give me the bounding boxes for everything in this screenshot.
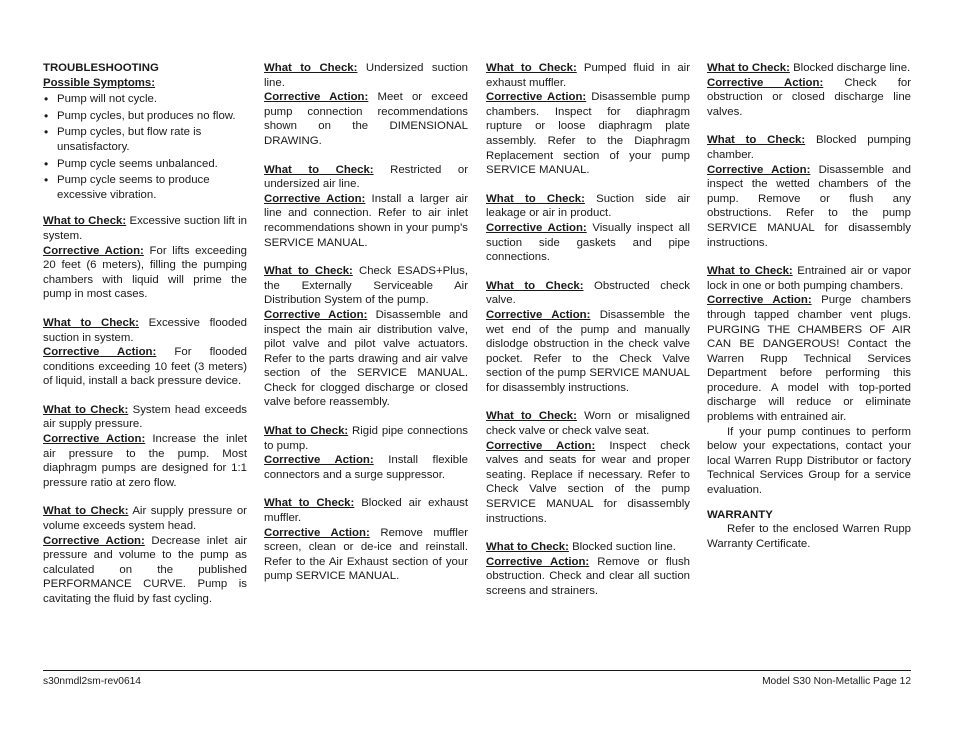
what-to-check-label: What to Check: [43,215,127,228]
symptom-item: • Pump cycles, but produces no flow. [43,109,247,124]
what-to-check-label: What to Check: [486,192,585,205]
corrective-action-label: Corrective Action: [264,192,366,205]
corrective-action-label: Corrective Action: [486,221,587,234]
troubleshooting-entry [43,316,247,389]
column-1 [43,61,247,607]
symptom-list [43,92,247,202]
what-to-check-text: Blocked suction line. [572,541,676,554]
corrective-action-text: Check for obstruction or closed discharge line valves. [707,76,911,118]
troubleshooting-heading: TROUBLESHOOTING [43,62,159,74]
corrective-action-text: Increase the inlet air pressure to the pump. Most diaphragm pumps are designed for 1:1 pressure ratio at zero flow. [43,433,247,489]
troubleshooting-entry [264,264,468,410]
corrective-action-label: Corrective Action: [264,91,369,104]
troubleshooting-entry [486,61,690,178]
corrective-action-text: Install flexible connectors and a surge suppressor. [264,454,468,481]
what-to-check-label: What to Check: [43,316,139,329]
warranty-heading: WARRANTY [707,508,773,521]
what-to-check-text: Excessive suction lift in system. [43,215,247,242]
what-to-check-label: What to Check: [707,62,790,74]
corrective-action-text: Meet or exceed pump connection recommendations shown on the DIMENSIONAL DRAWING. [264,91,468,147]
troubleshooting-entry [707,61,911,119]
corrective-action-text: Decrease inlet air pressure and volume to the pump as calculated on the published PERFORMANCE CURVE. Pump is cavitating the fluid by fast cycling. [43,534,247,605]
what-to-check-text: Suction side air leakage or air in product. [486,192,690,220]
corrective-action-text: Disassemble and inspect the wetted chambers of the pump. Remove or flush any obstructions. Refer to the pump SERVICE MANUAL for disassembly instructions. [707,163,911,249]
symptom-item: • Pump cycle seems to produce excessive vibration. [43,173,247,202]
what-to-check-label: What to Check: [264,163,374,176]
what-to-check-text: Blocked discharge line. [793,62,911,74]
column-2 [264,61,468,584]
what-to-check-text: Air supply pressure or volume exceeds system head. [43,505,247,533]
corrective-action-text: For lifts exceeding 20 feet (6 meters), filling the pumping chambers with liquid will prime the pump in most cases. [43,244,247,301]
what-to-check-text: Blocked pumping chamber. [707,134,911,161]
corrective-action-label: Corrective Action: [486,91,587,104]
what-to-check-text: Undersized suction line. [264,62,469,89]
closing-paragraph: If your pump continues to perform below your expectations, contact your local Warren Rupp Distributor or factory Technical Services Group for a service evaluation. [707,425,911,497]
column-3 [486,61,690,599]
corrective-action-label: Corrective Action: [486,555,590,568]
troubleshooting-entry [486,409,690,526]
what-to-check-label: What to Check: [264,62,358,74]
corrective-action-label: Corrective Action: [43,346,157,359]
what-to-check-label: What to Check: [486,62,577,74]
troubleshooting-entry [707,264,911,498]
what-to-check-label: What to Check: [486,410,577,423]
what-to-check-text: System head exceeds air supply pressure. [43,403,248,431]
corrective-action-label: Corrective Action: [707,294,812,307]
symptom-item: • Pump cycles, but flow rate is unsatisfactory. [43,125,247,154]
what-to-check-label: What to Check: [486,279,584,292]
what-to-check-text: Pumped fluid in air exhaust muffler. [486,62,691,89]
possible-symptoms-heading: Possible Symptoms: [43,76,156,89]
what-to-check-label: What to Check: [264,425,349,438]
corrective-action-text: Visually inspect all suction side gaskets and pipe connections. [486,221,690,264]
troubleshooting-entry [264,424,468,482]
symptom-item: • Pump cycle seems unbalanced. [43,157,247,172]
troubleshooting-entry [707,133,911,250]
corrective-action-text: Remove muffler screen, clean or de-ice and reinstall. Refer to the Air Exhaust section of your pump SERVICE MANUAL. [264,526,468,583]
corrective-action-text: Install a larger air line and connection. Refer to air inlet recommendations shown in your pump's SERVICE MANUAL. [264,192,468,249]
corrective-action-label: Corrective Action: [707,163,811,176]
troubleshooting-entry [43,504,247,606]
corrective-action-label: Corrective Action: [43,433,146,446]
corrective-action-label: Corrective Action: [486,439,596,452]
corrective-action-text: Purge chambers through tapped chamber vent plugs. PURGING THE CHAMBERS OF AIR CAN BE DANGEROUS! Contact the Warren Rupp Technical Services Department before performing this procedure. A model with top-ported discharge will reduce or eliminate problems with entrained air. [707,294,911,424]
corrective-action-label: Corrective Action: [43,244,144,257]
corrective-action-label: Corrective Action: [43,534,145,547]
warranty-section [707,508,911,552]
what-to-check-label: What to Check: [707,265,793,278]
corrective-action-text: Remove or flush obstruction. Check and clear all suction screens and strainers. [486,555,690,597]
what-to-check-label: What to Check: [486,541,569,554]
what-to-check-label: What to Check: [264,265,353,278]
troubleshooting-entry [486,192,690,265]
what-to-check-text: Worn or misaligned check valve or check valve seat. [486,410,690,438]
troubleshooting-entry [486,279,690,396]
what-to-check-label: What to Check: [707,134,806,147]
corrective-action-label: Corrective Action: [264,308,368,321]
what-to-check-text: Rigid pipe connections to pump. [264,425,468,452]
troubleshooting-entry [264,163,468,251]
corrective-action-label: Corrective Action: [486,308,591,321]
column-4 [707,61,911,551]
troubleshooting-entry [43,403,247,491]
footer-rule [43,670,911,671]
page-number-label: Model S30 Non-Metallic Page 12 [762,676,911,687]
what-to-check-text: Entrained air or vapor lock in one or both pumping chambers. [707,265,911,292]
corrective-action-text: Disassemble pump chambers. Inspect for diaphragm rupture or loose diaphragm plate assembly. Refer to the Diaphragm Replacement section of your pump SERVICE MANUAL. [486,91,690,177]
what-to-check-label: What to Check: [264,497,355,510]
what-to-check-text: Check ESADS+Plus, the Externally Serviceable Air Distribution System of the pump. [264,265,468,307]
symptom-item: • Pump will not cycle. [43,92,247,107]
what-to-check-label: What to Check: [43,403,129,416]
corrective-action-text: For flooded conditions exceeding 10 feet (3 meters) of liquid, install a back pressure device. [43,346,247,388]
corrective-action-label: Corrective Action: [707,76,824,89]
troubleshooting-entry [43,214,247,302]
document-code: s30nmdl2sm-rev0614 [43,676,141,687]
what-to-check-label: What to Check: [43,505,129,518]
corrective-action-label: Corrective Action: [264,526,370,539]
corrective-action-text: Disassemble and inspect the main air distribution valve, pilot valve and pilot valve actuators. Refer to the parts drawing and air valve section of the SERVICE MANUAL. Check for clogged discharge or closed valve before reassembly. [264,308,468,409]
what-to-check-text: Excessive flooded suction in system. [43,316,248,344]
warranty-text: Refer to the enclosed Warren Rupp Warranty Certificate. [707,523,911,550]
troubleshooting-entry [486,540,690,598]
what-to-check-text: Restricted or undersized air line. [264,163,468,191]
what-to-check-text: Blocked air exhaust muffler. [264,497,468,525]
corrective-action-text: Disassemble the wet end of the pump and manually dislodge obstruction in the check valve pocket. Refer to the Check Valve section of the pump SERVICE MANUAL for disassembly instructions. [486,308,690,394]
corrective-action-label: Corrective Action: [264,454,374,467]
troubleshooting-entry [264,61,468,149]
corrective-action-text: Inspect check valves and seats for wear and proper seating. Replace if necessary. Refer to Check Valve section of the pump SERVICE MANUAL for disassembly instructions. [486,439,690,525]
troubleshooting-entry [264,496,468,584]
what-to-check-text: Obstructed check valve. [486,279,691,307]
